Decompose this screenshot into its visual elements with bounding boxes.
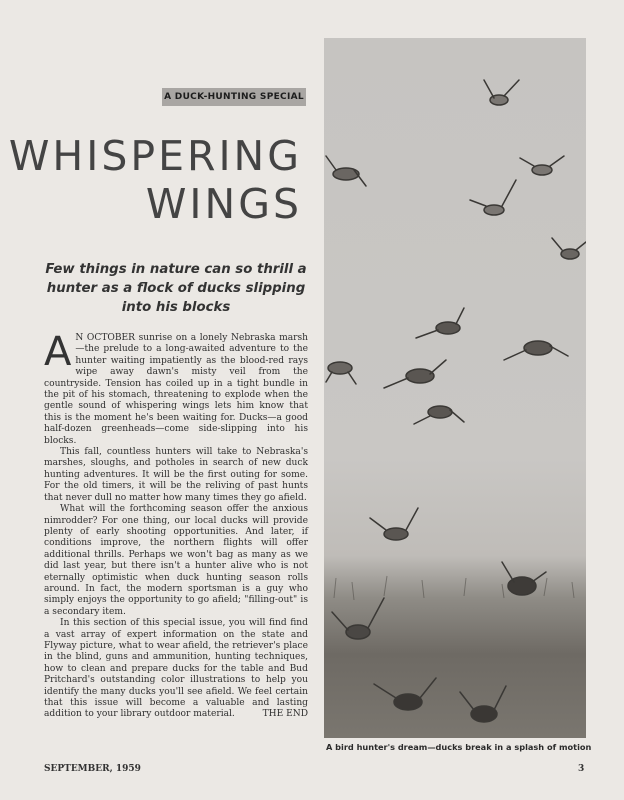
issue-date: SEPTEMBER, 1959 <box>44 764 141 774</box>
drop-cap: A <box>44 329 72 375</box>
ducks-photo <box>324 38 586 738</box>
duck-silhouette <box>504 341 568 360</box>
duck-silhouette <box>326 362 356 384</box>
article-title-line-2: WINGS <box>145 180 302 228</box>
duck-silhouette <box>326 156 366 186</box>
page-number: 3 <box>578 764 585 774</box>
duck-silhouette <box>384 360 446 388</box>
article-title-line-1: WHISPERING <box>8 132 302 180</box>
paragraph-text: N OCTOBER sunrise on a lonely Nebraska marsh—the prelude to a long-awaited adventure to the hunter waiting impatiently as the blood-red rays wipe away dawn's misty veil from the countryside. Tension has coiled up in a tight bundle in the pit of his stomach, threatening to explode when the gentle sound of whispering wings lets him know that this is the moment he's been waiting for. Ducks—a good half-dozen greenheads—come side-slipping into his blocks. <box>44 333 308 446</box>
duck-silhouette <box>502 562 546 595</box>
duck-silhouette <box>416 308 464 338</box>
duck-silhouette <box>414 406 464 424</box>
article-body <box>44 329 308 721</box>
section-kicker: A DUCK-HUNTING SPECIAL <box>162 88 306 106</box>
article-deck: Few things in nature can so thrill a hunter as a flock of ducks slipping into his blocks <box>45 262 307 315</box>
duck-silhouette <box>520 156 564 175</box>
body-paragraph: What will the forthcoming season offer the anxious nimrodder? For one thing, our local ducks will provide plenty of early shooting opportunities. And later, if conditions improve, the northern flights will offer additional thrills. Perhaps we won't bag as many as we did last year, but there isn't a hunter alive who is not eternally optimistic when duck hunting season rolls around. In fact, the modern sportsman is a guy who simply enjoys the opportunity to go afield; "filling-out" is a secondary item. <box>44 504 308 617</box>
body-paragraph <box>44 618 308 721</box>
reed-grass <box>334 576 574 600</box>
duck-silhouette <box>470 180 516 215</box>
paragraph-text: In this section of this special issue, you will find find a vast array of expert information on the state and Flyway picture, what to wear afield, the retriever's place in the blind, guns and ammunition, hunting techniques, how to clean and prepare ducks for the table and Bud Pritchard's outstanding color illustrations to help you identify the many ducks you'll see afield. We feel certain that this issue will become a valuable and lasting addition to your library outdoor material. <box>44 618 308 720</box>
duck-silhouette <box>552 238 586 259</box>
duck-silhouette <box>370 508 418 540</box>
duck-silhouette <box>374 678 436 710</box>
duck-silhouette <box>332 598 384 639</box>
photo-caption: A bird hunter's dream—ducks break in a splash of motion <box>326 742 592 752</box>
duck-silhouette <box>460 686 506 722</box>
body-paragraph: This fall, countless hunters will take to Nebraska's marshes, sloughs, and potholes in search of new duck hunting adventures. It will be the first outing for some. For the old timers, it will be the reliving of past hunts that never dull no matter how many times they go afield. <box>44 447 308 503</box>
flying-ducks-illustration <box>324 38 586 738</box>
end-mark: THE END <box>262 709 308 720</box>
duck-silhouette <box>484 80 519 105</box>
body-paragraph <box>44 329 308 447</box>
